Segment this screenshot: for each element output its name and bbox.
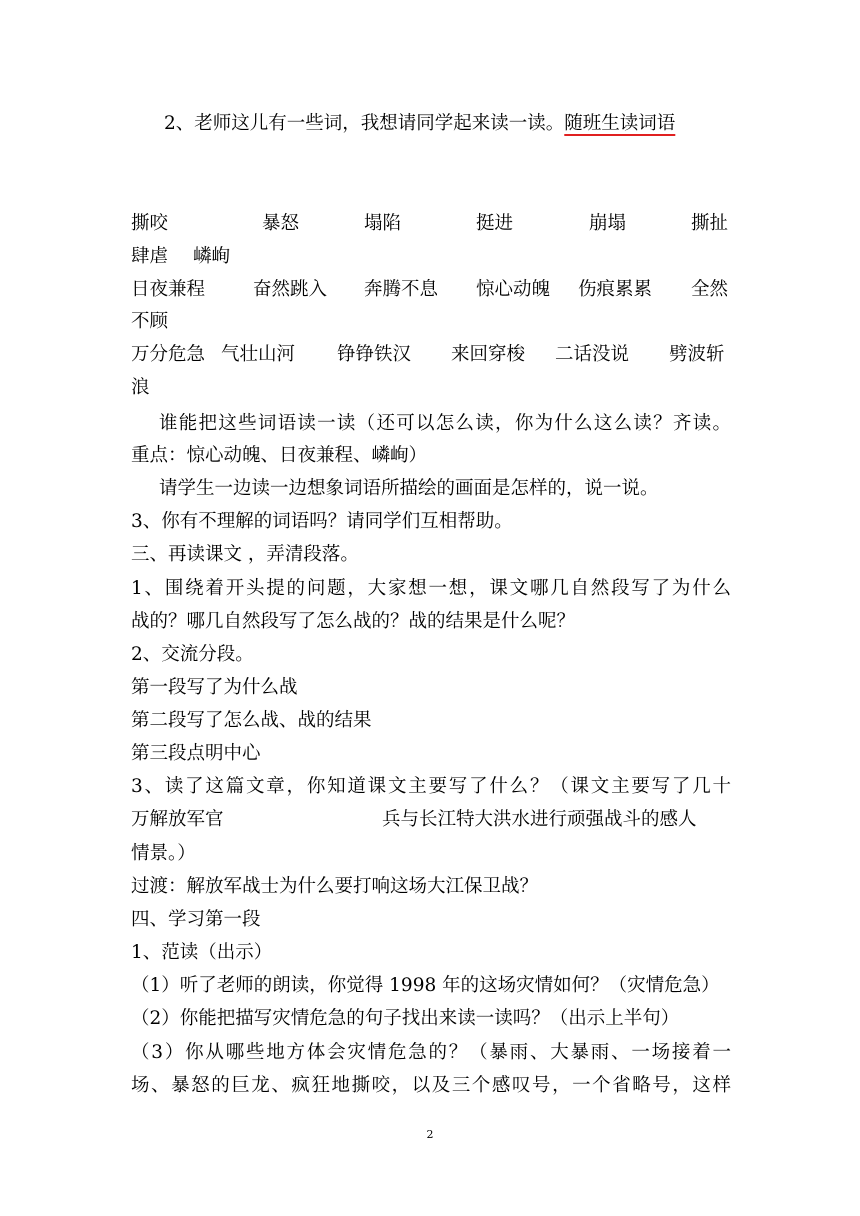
- body-line: 请学生一边读一边想象词语所描绘的画面是怎样的，说一说。: [159, 478, 659, 499]
- vocab-word: 日夜兼程: [131, 279, 206, 300]
- body-line: （3）你从哪些地方体会灾情危急的？（暴雨、大暴雨、一场接着一: [131, 1042, 731, 1063]
- heading-text: 2、老师这儿有一些词，我想请同学起来读一读。: [164, 113, 565, 134]
- vocab-word: 嶙峋: [193, 246, 231, 267]
- heading-annotation: 随班生读词语: [564, 113, 676, 134]
- page-number: 2: [426, 1128, 434, 1141]
- vocab-word: 二话没说: [555, 344, 630, 365]
- vocab-word: 暴怒: [262, 213, 300, 234]
- body-line: 第二段写了怎么战、战的结果: [131, 710, 372, 731]
- section-title: 四、学习第一段: [131, 909, 261, 930]
- vocab-word: 崩塌: [589, 213, 627, 234]
- body-line: 过渡：解放军战士为什么要打响这场大江保卫战？: [131, 876, 539, 897]
- vocab-word: 挺进: [476, 213, 514, 234]
- section-title: 三、再读课文 ，弄清段落。: [131, 544, 359, 565]
- body-line: 3、读了这篇文章，你知道课文主要写了什么？（课文主要写了几十: [131, 776, 731, 797]
- section-heading: [164, 108, 734, 140]
- body-line: 第一段写了为什么战: [131, 677, 298, 698]
- vocab-word: 全然: [691, 279, 729, 300]
- vocab-word: 撕咬: [131, 213, 169, 234]
- body-line: 兵与长江特大洪水进行顽强战斗的感人: [382, 809, 697, 830]
- vocab-word: 惊心动魄: [476, 279, 551, 300]
- body-line: 1、围绕着开头提的问题，大家想一想，课文哪几自然段写了为什么: [131, 578, 731, 599]
- body-line: 1、范读（出示）: [131, 942, 273, 963]
- body-line: 谁能把这些词语读一读（还可以怎么读，你为什么这么读？齐读。: [159, 413, 731, 434]
- body-line: 战的？哪几自然段写了怎么战的？战的结果是什么呢？: [131, 611, 576, 632]
- vocab-word: 气壮山河: [221, 344, 296, 365]
- vocab-word: 万分危急: [131, 344, 206, 365]
- body-line: 3、你有不理解的词语吗？请同学们互相帮助。: [131, 511, 513, 532]
- vocab-word: 奔腾不息: [364, 279, 439, 300]
- body-line: （1）听了老师的朗读，你觉得 1998 年的这场灾情如何？（灾情危急）: [131, 975, 720, 996]
- body-line: 场、暴怒的巨龙、疯狂地撕咬，以及三个感叹号，一个省略号，这样: [131, 1075, 731, 1096]
- body-line: 情景。）: [131, 843, 196, 864]
- body-line: 万解放军官: [131, 809, 224, 830]
- vocab-word: 劈波斩: [669, 344, 725, 365]
- vocab-word: 撕扯: [691, 213, 729, 234]
- vocab-word: 塌陷: [364, 213, 402, 234]
- vocab-word: 不顾: [131, 311, 169, 332]
- vocab-word: 肆虐: [131, 246, 169, 267]
- body-line: 重点：惊心动魄、日夜兼程、嶙峋）: [131, 445, 428, 466]
- body-line: 第三段点明中心: [131, 743, 261, 764]
- vocab-word: 铮铮铁汉: [337, 344, 412, 365]
- vocab-word: 浪: [131, 377, 150, 398]
- vocab-word: 来回穿梭: [451, 344, 526, 365]
- body-line: （2）你能把描写灾情危急的句子找出来读一读吗？（出示上半句）: [131, 1008, 680, 1029]
- vocab-word: 奋然跳入: [253, 279, 328, 300]
- vocab-word: 伤痕累累: [578, 279, 653, 300]
- body-line: 2、交流分段。: [131, 644, 254, 665]
